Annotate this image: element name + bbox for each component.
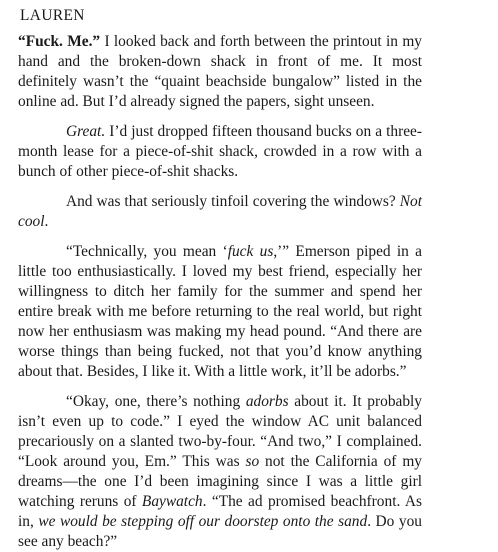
paragraph-3-run-3: .: [44, 213, 49, 230]
paragraph-5-run-6: Baywatch: [141, 493, 203, 510]
paragraph-5-run-8: we would be stepping off our doorstep onto the sand: [38, 513, 368, 530]
paragraph-4: [18, 242, 422, 382]
paragraph-5-run-9: . Do you see any beach?”: [18, 513, 422, 550]
paragraph-4-run-1: “Technically, you mean ‘: [66, 243, 228, 260]
paragraph-5-run-4: so: [245, 453, 260, 470]
paragraph-5-run-5: not the California of my dreams—the one I’d been imagining since I was a little girl watching reruns of: [18, 453, 422, 510]
paragraph-2: [18, 122, 422, 182]
paragraph-3: [18, 192, 422, 232]
paragraph-5-run-7: . “The ad promised beachfront. As in,: [18, 493, 422, 530]
paragraph-3-run-1: And was that seriously tinfoil covering the windows?: [66, 193, 400, 210]
chapter-heading: LAUREN: [20, 7, 85, 24]
paragraph-5-run-3: about it. It probably isn’t even up to code.” I eyed the window AC unit balanced precariously on a slanted two-by-four. “And two,” I complained. “Look around you, Em.” This was: [18, 393, 423, 470]
paragraph-5-run-2: adorbs: [245, 393, 289, 410]
paragraph-1-run-2: I looked back and forth between the printout in my hand and the broken-down shack in front of me. It most definitely wasn’t the “quaint beachside bungalow” listed in the online ad. But I’d already signed the papers, sight unseen.: [18, 33, 422, 110]
paragraph-1: [18, 32, 422, 112]
paragraph-5-run-1: “Okay, one, there’s nothing: [66, 393, 246, 410]
paragraph-2-run-1: Great.: [66, 123, 106, 140]
paragraph-4-run-3: ,’” Emerson piped in a little too enthusiastically. I loved my best friend, especially her willingness to ditch her family for the summer and spend her entire break with me before returning to the real world, but right now her enthusiasm was making my head pound. “And there are worse things than being fucked, not that you’d know anything about that. Besides, I like it. With a little work, it’ll be adorbs.”: [18, 243, 423, 380]
paragraph-3-run-2: Not cool: [18, 193, 422, 230]
paragraph-5: [18, 392, 422, 552]
paragraph-4-run-2: fuck us: [227, 243, 274, 260]
paragraph-1-run-1: “Fuck. Me.”: [18, 33, 101, 50]
paragraph-2-run-2: I’d just dropped fifteen thousand bucks on a three-month lease for a piece-of-shit shack, crowded in a row with a bunch of other piece-of-shit shacks.: [18, 123, 422, 180]
book-page: [18, 6, 422, 552]
